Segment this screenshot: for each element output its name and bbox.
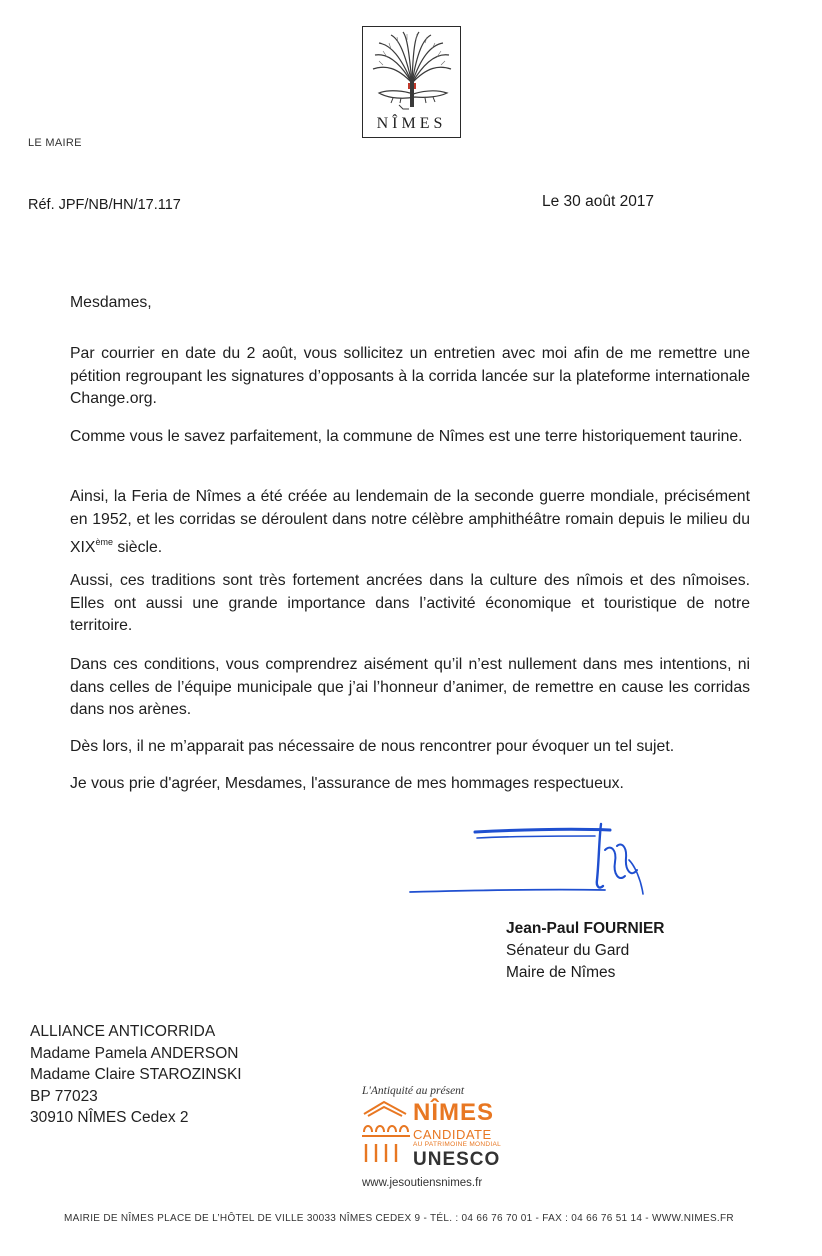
logo-city-name: NÎMES: [376, 115, 447, 132]
paragraph-2: Comme vous le savez parfaitement, la commune de Nîmes est une terre historiquement taurine.: [70, 428, 743, 445]
handwritten-signature: [405, 820, 655, 905]
candidature-patrimoine: AU PATRIMOINE MONDIAL: [413, 1141, 502, 1148]
paragraph-3-end: siècle.: [112, 539, 163, 556]
recipient-line-4: BP 77023: [30, 1087, 98, 1105]
candidature-city: NÎMES: [413, 1099, 495, 1126]
recipient-line-2: Madame Pamela ANDERSON: [30, 1044, 239, 1062]
paragraph-3: [70, 486, 750, 560]
paragraph-5: Dans ces conditions, vous comprendrez aisément qu’il n’est nullement dans mes intentions, ni dans celles de l’équipe municipale que j’ai l’honneur d’animer, de remettre en cause les corridas dans nos arènes.: [70, 656, 750, 718]
recipient-address: [30, 1021, 242, 1129]
paragraph-1: Par courrier en date du 2 août, vous sollicitez un entretien avec moi afin de me remettre une pétition regroupant les signatures d’opposants à la corrida lancée sur la plateforme internationale Change.org.: [70, 345, 750, 407]
palm-crocodile-emblem-icon: [369, 31, 455, 115]
recipient-line-1: ALLIANCE ANTICORRIDA: [30, 1023, 216, 1040]
signer-block: [506, 918, 664, 984]
paragraph-6: Dès lors, il ne m’apparait pas nécessaire de nous rencontrer pour évoquer un tel sujet.: [70, 738, 675, 755]
signer-title-2: Maire de Nîmes: [506, 964, 616, 981]
candidature-candidate: CANDIDATE: [413, 1127, 492, 1142]
office-label: LE MAIRE: [28, 137, 82, 149]
letter-date: Le 30 août 2017: [542, 193, 655, 210]
paragraph-4: Aussi, ces traditions sont très fortement ancrées dans la culture des nîmois et des nîmoises. Elles ont aussi une grande importance dans l’activité économique et touristique de notre territoire.: [70, 572, 750, 634]
letterhead-footer: MAIRIE DE NÎMES PLACE DE L’HÔTEL DE VILLE 30033 NÎMES CEDEX 9 - TÉL. : 04 66 76 70 01 - FAX : 04 66 76 51 14 - WWW.NIMES.FR: [64, 1213, 734, 1224]
signature-stroke-icon: [405, 820, 655, 900]
recipient-line-5: 30910 NÎMES Cedex 2: [30, 1109, 189, 1126]
paragraph-7: Je vous prie d'agréer, Mesdames, l'assurance de mes hommages respectueux.: [70, 775, 624, 792]
salutation: Mesdames,: [70, 294, 152, 311]
city-logo: [362, 26, 461, 138]
unesco-candidature-logo: [360, 1085, 510, 1195]
signer-first-name: Jean-Paul: [506, 920, 584, 937]
candidature-tagline: L'Antiquité au présent: [362, 1085, 465, 1097]
candidature-url: www.jesoutiensnimes.fr: [362, 1177, 483, 1189]
signer-last-name: FOURNIER: [583, 920, 665, 937]
recipient-line-3: Madame Claire STAROZINSKI: [30, 1066, 242, 1083]
paragraph-3-text: Ainsi, la Feria de Nîmes a été créée au lendemain de la seconde guerre mondiale, précisément en 1952, et les corridas se déroulent dans notre célèbre amphithéâtre romain depuis le milieu du XIX: [70, 488, 750, 556]
signer-name: [506, 918, 664, 940]
arena-arches-icon: [360, 1100, 412, 1175]
candidature-unesco: UNESCO: [413, 1149, 501, 1170]
letter-reference: Réf. JPF/NB/HN/17.117: [28, 197, 181, 213]
century-superscript: ème: [95, 537, 113, 547]
signer-title-1: Sénateur du Gard: [506, 942, 630, 959]
